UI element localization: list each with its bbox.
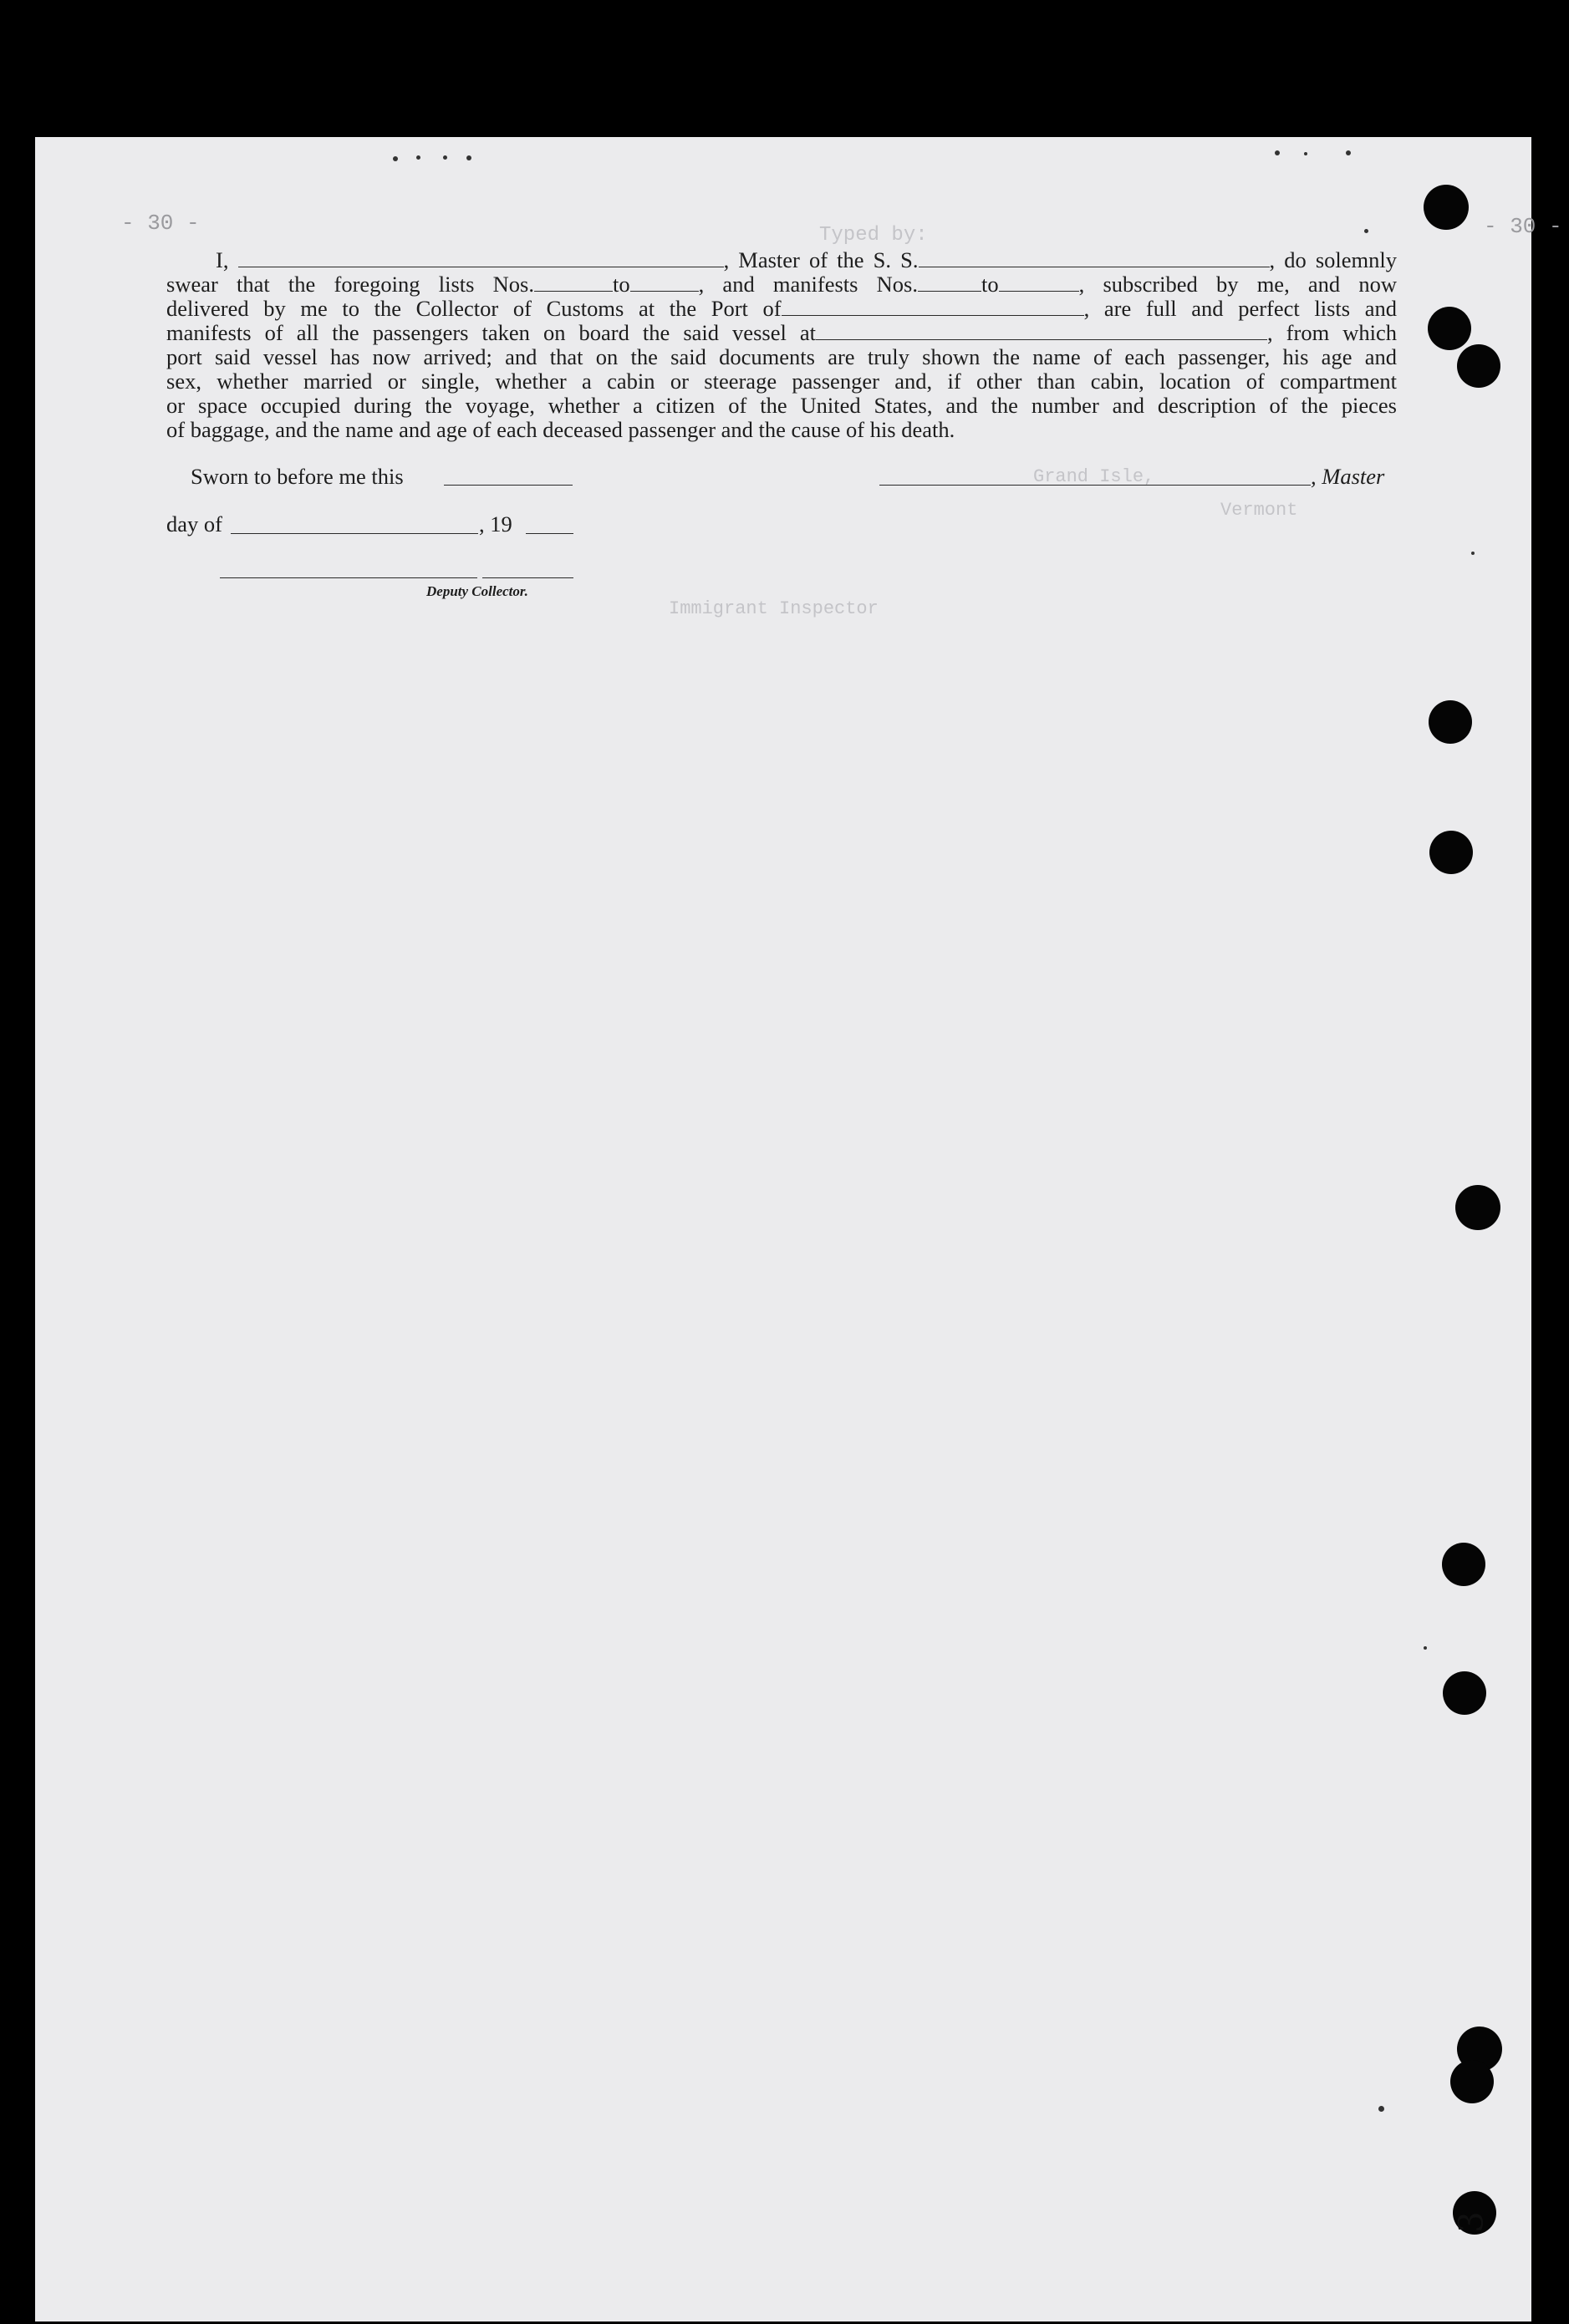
bleed-through-text: Vermont	[1220, 500, 1298, 521]
month-blank	[231, 533, 478, 534]
oath-line-2	[166, 272, 1397, 297]
port-blank	[782, 300, 1084, 316]
oath-text: manifests of all the passengers taken on board the said vessel at	[166, 320, 816, 345]
deputy-collector-label: Deputy Collector.	[426, 583, 528, 599]
punch-hole	[1442, 1543, 1485, 1586]
dust-speck	[416, 155, 420, 160]
sworn-day-blank	[444, 485, 573, 486]
manifest-to-blank	[999, 276, 1079, 292]
punch-hole	[1429, 700, 1472, 744]
bleed-through-text: Immigrant Inspector	[669, 598, 879, 619]
dust-speck	[1346, 150, 1351, 155]
oath-paragraph	[166, 248, 1397, 442]
oath-text: delivered by me to the Collector of Customs at the Port of	[166, 296, 782, 321]
punch-hole	[1429, 831, 1473, 874]
oath-line-1	[166, 248, 1397, 272]
punch-hole	[1450, 2060, 1494, 2103]
dust-speck	[1378, 2106, 1384, 2112]
list-to-blank	[630, 276, 699, 292]
dust-speck	[1304, 152, 1307, 155]
punch-hole	[1424, 185, 1469, 230]
oath-line-5: port said vessel has now arrived; and that on the said documents are truly shown the name of each passenger, his age and	[166, 344, 1397, 369]
oath-text: , and manifests Nos.	[698, 272, 918, 297]
punch-hole	[1455, 1185, 1500, 1230]
oath-text: to	[981, 272, 999, 297]
oath-text: swear that the foregoing lists Nos.	[166, 272, 534, 297]
year-blank	[526, 533, 573, 534]
punch-hole	[1443, 1671, 1486, 1715]
sworn-label: Sworn to before me this	[191, 464, 404, 489]
dust-speck	[443, 155, 447, 160]
oath-text: , are full and perfect lists and	[1083, 296, 1397, 321]
dust-speck	[1424, 1646, 1427, 1650]
ship-name-blank	[919, 252, 1270, 267]
bleed-through-text: Typed by:	[819, 224, 928, 247]
oath-line-8: of baggage, and the name and age of each deceased passenger and the cause of his death.	[166, 417, 955, 442]
year-prefix: , 19	[479, 511, 512, 537]
dust-speck	[466, 155, 471, 160]
oath-text: , subscribed by me, and now	[1078, 272, 1397, 297]
oath-text: , from which	[1267, 320, 1397, 345]
master-name-blank	[238, 252, 724, 267]
master-signature-blank	[879, 485, 1311, 486]
oath-text: I,	[216, 247, 229, 272]
oath-line-4	[166, 321, 1397, 345]
dust-speck	[1275, 150, 1280, 155]
dust-speck	[393, 156, 398, 161]
dust-speck	[1471, 552, 1475, 555]
master-label: , Master	[1311, 464, 1385, 489]
oath-line-7: or space occupied during the voyage, whether a citizen of the United States, and the number and description of the pieces	[166, 393, 1397, 418]
oath-text: to	[612, 272, 630, 297]
oath-text: , Master of the S. S.	[723, 247, 919, 272]
deputy-signature-line	[482, 577, 573, 578]
punch-hole	[1457, 344, 1500, 388]
oath-line-6: sex, whether married or single, whether a cabin or steerage passenger and, if other than cabin, location of compartment	[166, 369, 1397, 394]
bleed-through-text: - 30 -	[1484, 214, 1562, 239]
deputy-signature-line	[220, 577, 477, 578]
oath-line-3	[166, 297, 1397, 321]
page-number-mark: 3	[1452, 2211, 1491, 2233]
list-from-blank	[534, 276, 613, 292]
dust-speck	[1364, 229, 1368, 233]
oath-text: , do solemnly	[1269, 247, 1398, 272]
day-of-label: day of	[166, 511, 222, 537]
punch-hole	[1428, 307, 1471, 350]
bleed-through-text: - 30 -	[121, 211, 200, 236]
bleed-through-text: Grand Isle,	[1033, 466, 1155, 487]
manifest-from-blank	[918, 276, 981, 292]
embarkation-blank	[816, 324, 1267, 340]
